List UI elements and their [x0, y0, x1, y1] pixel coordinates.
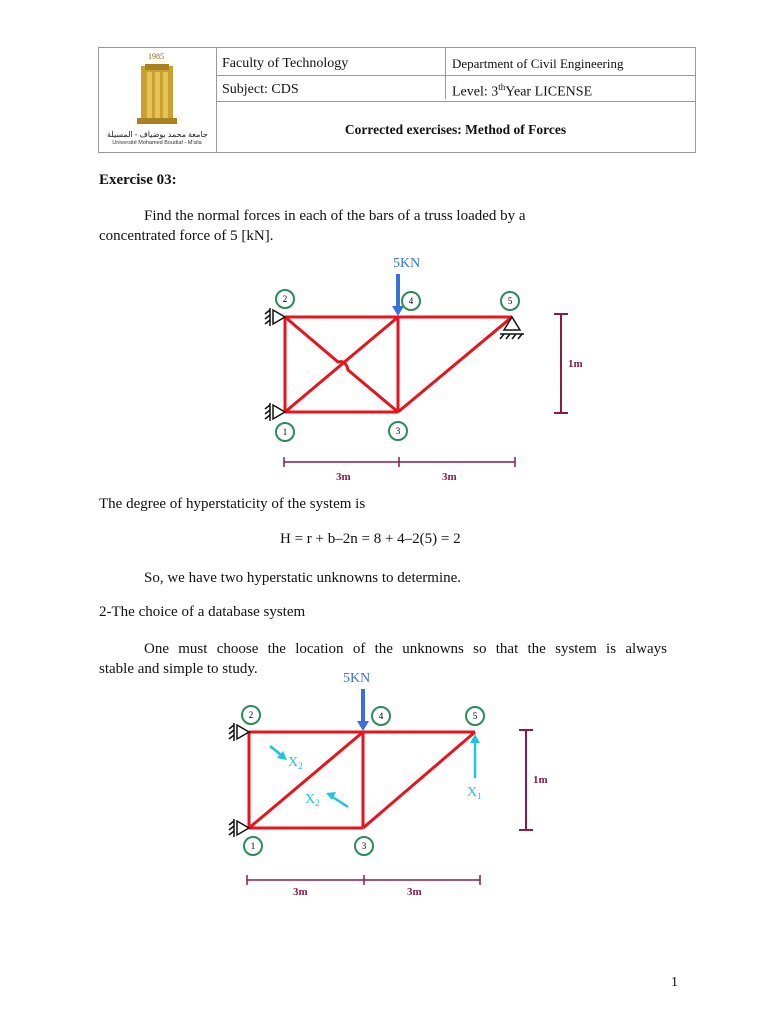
- member-1-4: [249, 732, 363, 828]
- span-label-2: 3m: [407, 886, 422, 898]
- degree-text: The degree of hyperstaticity of the system is: [99, 496, 366, 512]
- header-table: [98, 47, 696, 153]
- node-3-label: 3: [395, 426, 401, 436]
- load-arrowhead-icon: [392, 306, 404, 316]
- node-1-label: 1: [250, 841, 256, 851]
- formula: H = r + b–2n = 8 + 4–2(5) = 2: [280, 531, 461, 547]
- load-arrowhead-icon: [357, 721, 369, 731]
- height-label: 1m: [533, 774, 548, 786]
- page-number: 1: [671, 975, 678, 990]
- span-label-2: 3m: [442, 471, 457, 483]
- divider: [445, 48, 446, 99]
- x2-label: $X_2$: [305, 792, 320, 808]
- load-label: 5KN: [393, 256, 421, 271]
- university-logo: [103, 52, 211, 150]
- x2-arrow-icon: [270, 746, 287, 760]
- logo-arabic-text: جامعة محمد بوضياف - المسيلة: [107, 130, 208, 139]
- height-dimension: [519, 730, 533, 830]
- x1-label: $X_1$: [467, 785, 482, 801]
- support-icon: [229, 723, 249, 741]
- divider: [216, 101, 695, 102]
- span-dimension: [247, 875, 480, 885]
- node-2-label: 2: [282, 294, 288, 304]
- level-suffix: Year LICENSE: [505, 84, 593, 100]
- level-label: [452, 82, 592, 101]
- height-label: 1m: [568, 358, 583, 370]
- unknowns-text: So, we have two hyperstatic unknowns to determine.: [144, 570, 462, 586]
- truss-members: [285, 317, 512, 412]
- span-label-1: 3m: [336, 471, 351, 483]
- choice-line-2: stable and simple to study.: [99, 661, 258, 677]
- support-icon: [229, 819, 249, 837]
- choice-line-1: One must choose the location of the unknowns so that the system is always: [144, 641, 667, 657]
- truss-diagram-2: [215, 665, 565, 905]
- faculty-label: Faculty of Technology: [222, 56, 349, 71]
- node-5-label: 5: [472, 711, 478, 721]
- section-title: 2-The choice of a database system: [99, 604, 306, 620]
- logo-year: 1985: [148, 52, 164, 61]
- divider: [216, 75, 695, 76]
- level-superscript: th: [498, 82, 506, 92]
- support-icon: [265, 403, 285, 421]
- height-dimension: [554, 314, 568, 413]
- x2-arrow-icon: [326, 792, 348, 807]
- load-label: 5KN: [343, 671, 371, 686]
- tower-logo-icon: [133, 62, 181, 126]
- logo-latin-text: Université Mohamed Boudiaf - M'sila: [112, 140, 202, 146]
- exercise-title: Exercise 03:: [99, 172, 177, 188]
- truss-members: [249, 732, 475, 828]
- level-prefix: Level: 3: [452, 84, 499, 100]
- truss-diagram-1: [250, 250, 590, 490]
- span-dimension: [284, 457, 515, 467]
- node-4-label: 4: [378, 711, 384, 721]
- support-icon: [265, 308, 285, 326]
- document-title: Corrected exercises: Method of Forces: [344, 122, 567, 137]
- intro-line-2: concentrated force of 5 [kN].: [99, 228, 274, 244]
- node-4-label: 4: [408, 296, 414, 306]
- node-5-label: 5: [507, 296, 513, 306]
- node-3-label: 3: [361, 841, 367, 851]
- span-label-1: 3m: [293, 886, 308, 898]
- x1-arrow-icon: [470, 734, 480, 778]
- intro-line-1: Find the normal forces in each of the bars of a truss loaded by a: [144, 208, 526, 224]
- x2-label: $X_2$: [288, 755, 303, 771]
- subject-label: Subject: CDS: [222, 82, 299, 97]
- member-3-5: [363, 732, 475, 828]
- member-3-5: [398, 317, 512, 412]
- department-label: Department of Civil Engineering: [452, 56, 624, 71]
- pin-support-icon: [500, 317, 524, 339]
- node-2-label: 2: [248, 710, 254, 720]
- node-1-label: 1: [282, 427, 288, 437]
